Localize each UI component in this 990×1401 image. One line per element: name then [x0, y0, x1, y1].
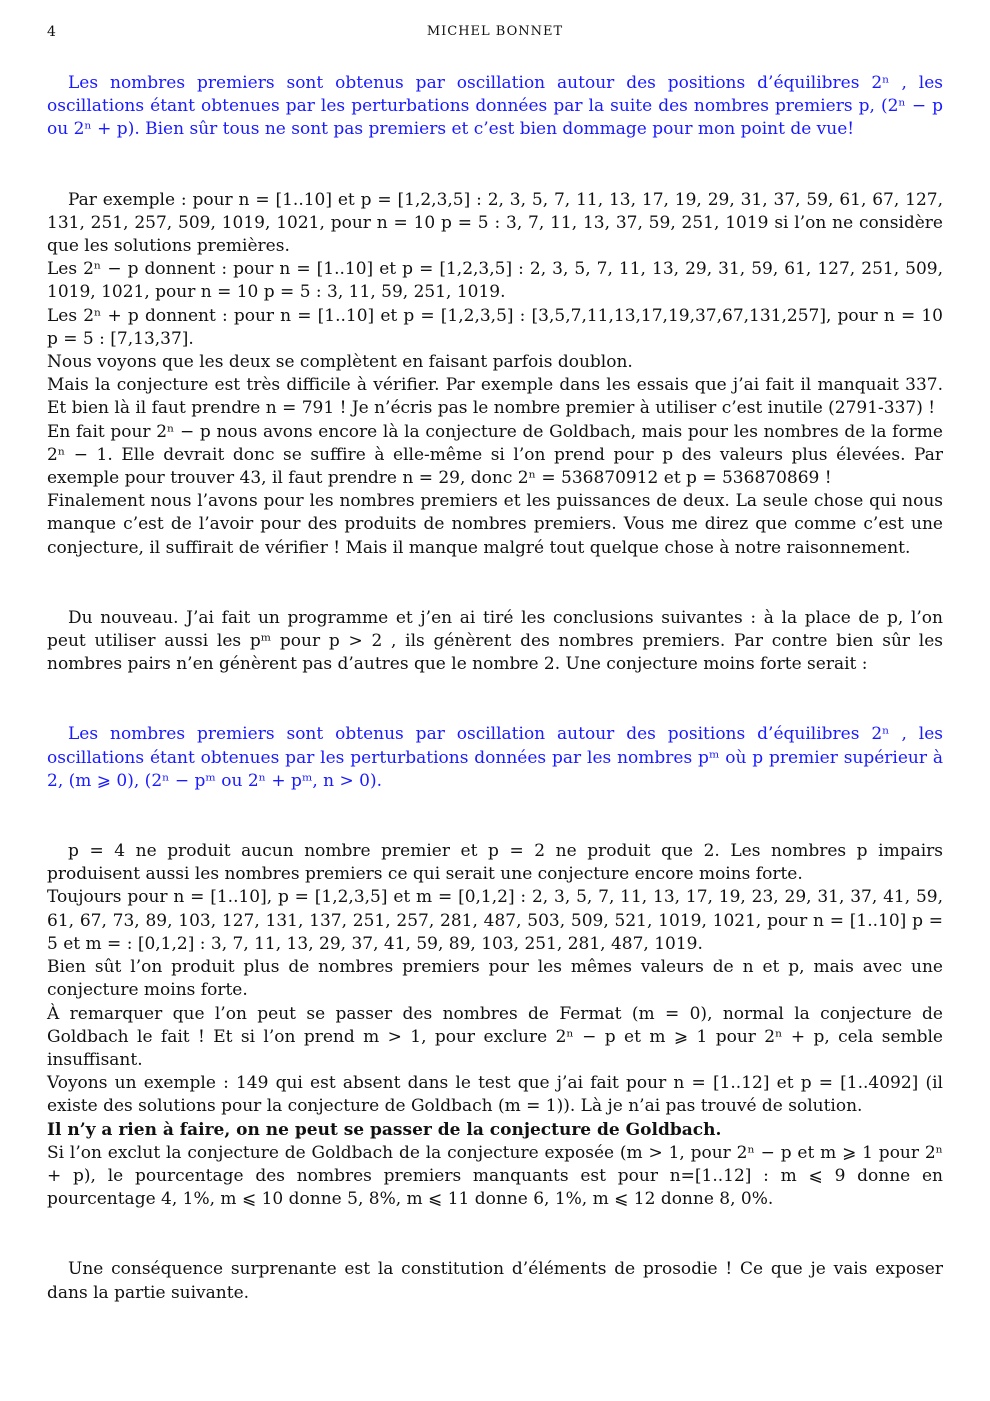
- section-spacer: [47, 142, 943, 189]
- toujours-paragraph: Toujours pour n = [1..10], p = [1,2,3,5] et m = [0,1,2] : 2, 3, 5, 7, 11, 13, 17, 19, 23, 29, 31, 37, 41, 59, 61, 67, 73, 89, 103, 127, 131, 137, 251, 257, 281, 487, 503, 509, 521, 1019, 1021, pour n = [1..10] p = 5 et m = : [0,1,2] : 3, 7, 11, 13, 29, 37, 41, 59, 89, 103, 251, 281, 487, 1019.: [47, 887, 943, 954]
- complement-paragraph: Nous voyons que les deux se complètent en faisant parfois doublon.: [47, 352, 633, 373]
- section-spacer: [47, 676, 943, 723]
- difficulty-paragraph: Mais la conjecture est très difficile à vérifier. Par exemple dans les essais que j’ai fait il manquait 337. Et bien là il faut prendre n = 791 ! Je n’écris pas le nombre premier à utiliser c’est inutile (2791-337) !: [47, 375, 943, 419]
- percentage-paragraph: Si l’on exclut la conjecture de Goldbach de la conjecture exposée (m > 1, pour 2ⁿ − p et m ⩾ 1 pour 2ⁿ + p), le pourcentage des nombres premiers manquants est pour n=[1..12] : m ⩽ 9 donne en pourcentage 4, 1%, m ⩽ 10 donne 5, 8%, m ⩽ 11 donne 6, 1%, m ⩽ 12 donne 8, 0%.: [47, 1142, 943, 1210]
- page-header: [47, 22, 943, 46]
- example-paragraph: Par exemple : pour n = [1..10] et p = [1,2,3,5] : 2, 3, 5, 7, 11, 13, 17, 19, 29, 31, 37, 59, 61, 67, 127, 131, 251, 257, 509, 1019, 1021, pour n = 10 p = 5 : 3, 7, 11, 13, 37, 59, 251, 1019 si l’on ne considère que les solutions premières.: [47, 189, 943, 257]
- example-149-paragraph: Voyons un exemple : 149 qui est absent dans le test que j’ai fait pour n = [1..12] et p = [1..4092] (il existe des solutions pour la conjecture de Goldbach (m = 1)). Là je n’ai pas trouvé de solution.: [47, 1073, 943, 1117]
- section-spacer: [47, 793, 943, 840]
- consequence-paragraph: Une conséquence surprenante est la constitution d’éléments de prosodie ! Ce que je vais exposer dans la partie suivante.: [47, 1259, 943, 1303]
- p4-paragraph: p = 4 ne produit aucun nombre premier et p = 2 ne produit que 2. Les nombres p impairs produisent aussi les nombres premiers ce qui serait une conjecture encore moins forte.: [47, 841, 943, 885]
- bien-sut-paragraph: Bien sût l’on produit plus de nombres premiers pour les mêmes valeurs de n et p, mais avec une conjecture moins forte.: [47, 957, 943, 1001]
- section-spacer: [47, 1211, 943, 1258]
- plus-results-paragraph: Les 2ⁿ + p donnent : pour n = [1..10] et p = [1,2,3,5] : [3,5,7,11,13,17,19,37,67,131,257], pour n = 10 p = 5 : [7,13,37].: [47, 305, 943, 349]
- new-program-paragraph: Du nouveau. J’ai fait un programme et j’en ai tiré les conclusions suivantes : à la place de p, l’on peut utiliser aussi les pᵐ pour p > 2 , ils génèrent des nombres premiers. Par contre bien sûr les nombres pairs n’en génèrent pas d’autres que le nombre 2. Une conjecture moins forte serait :: [47, 607, 943, 675]
- section-spacer: [47, 560, 943, 607]
- running-title: MICHEL BONNET: [426, 24, 564, 39]
- minus-results-paragraph: Les 2ⁿ − p donnent : pour n = [1..10] et p = [1,2,3,5] : 2, 3, 5, 7, 11, 13, 29, 31, 59, 61, 127, 251, 509, 1019, 1021, pour n = 10 p = 5 : 3, 11, 59, 251, 1019.: [47, 259, 943, 303]
- bold-conclusion: Il n’y a rien à faire, on ne peut se passer de la conjecture de Goldbach.: [47, 1119, 722, 1140]
- fermat-paragraph: À remarquer que l’on peut se passer des nombres de Fermat (m = 0), normal la conjecture de Goldbach le fait ! Et si l’on prend m > 1, pour exclure 2ⁿ − p et m ⩾ 1 pour 2ⁿ + p, cela semble insuffisant.: [47, 1003, 943, 1070]
- page-number: 4: [47, 24, 57, 40]
- document-body: [47, 72, 943, 1305]
- conjecture-paragraph-1: Les nombres premiers sont obtenus par oscillation autour des positions d’équilibres 2ⁿ , les oscillations étant obtenues par les perturbations données par la suite des nombres premiers p, (2ⁿ − p ou 2ⁿ + p). Bien sûr tous ne sont pas premiers et c’est bien dommage pour mon point de vue!: [47, 73, 943, 140]
- finally-paragraph: Finalement nous l’avons pour les nombres premiers et les puissances de deux. La seule chose qui nous manque c’est de l’avoir pour des produits de nombres premiers. Vous me direz que comme c’est une conjecture, il suffirait de vérifier ! Mais il manque malgré tout quelque chose à notre raisonnement.: [47, 491, 943, 558]
- conjecture-paragraph-2: Les nombres premiers sont obtenus par oscillation autour des positions d’équilibres 2ⁿ , les oscillations étant obtenues par les perturbations données par les nombres pᵐ où p premier supérieur à 2, (m ⩾ 0), (2ⁿ − pᵐ ou 2ⁿ + pᵐ, n > 0).: [47, 724, 943, 791]
- goldbach-paragraph: En fait pour 2ⁿ − p nous avons encore là la conjecture de Goldbach, mais pour les nombres de la forme 2ⁿ − 1. Elle devrait donc se suffire à elle-même si l’on prend pour p des valeurs plus élevées. Par exemple pour trouver 43, il faut prendre n = 29, donc 2ⁿ = 536870912 et p = 536870869 !: [47, 421, 943, 489]
